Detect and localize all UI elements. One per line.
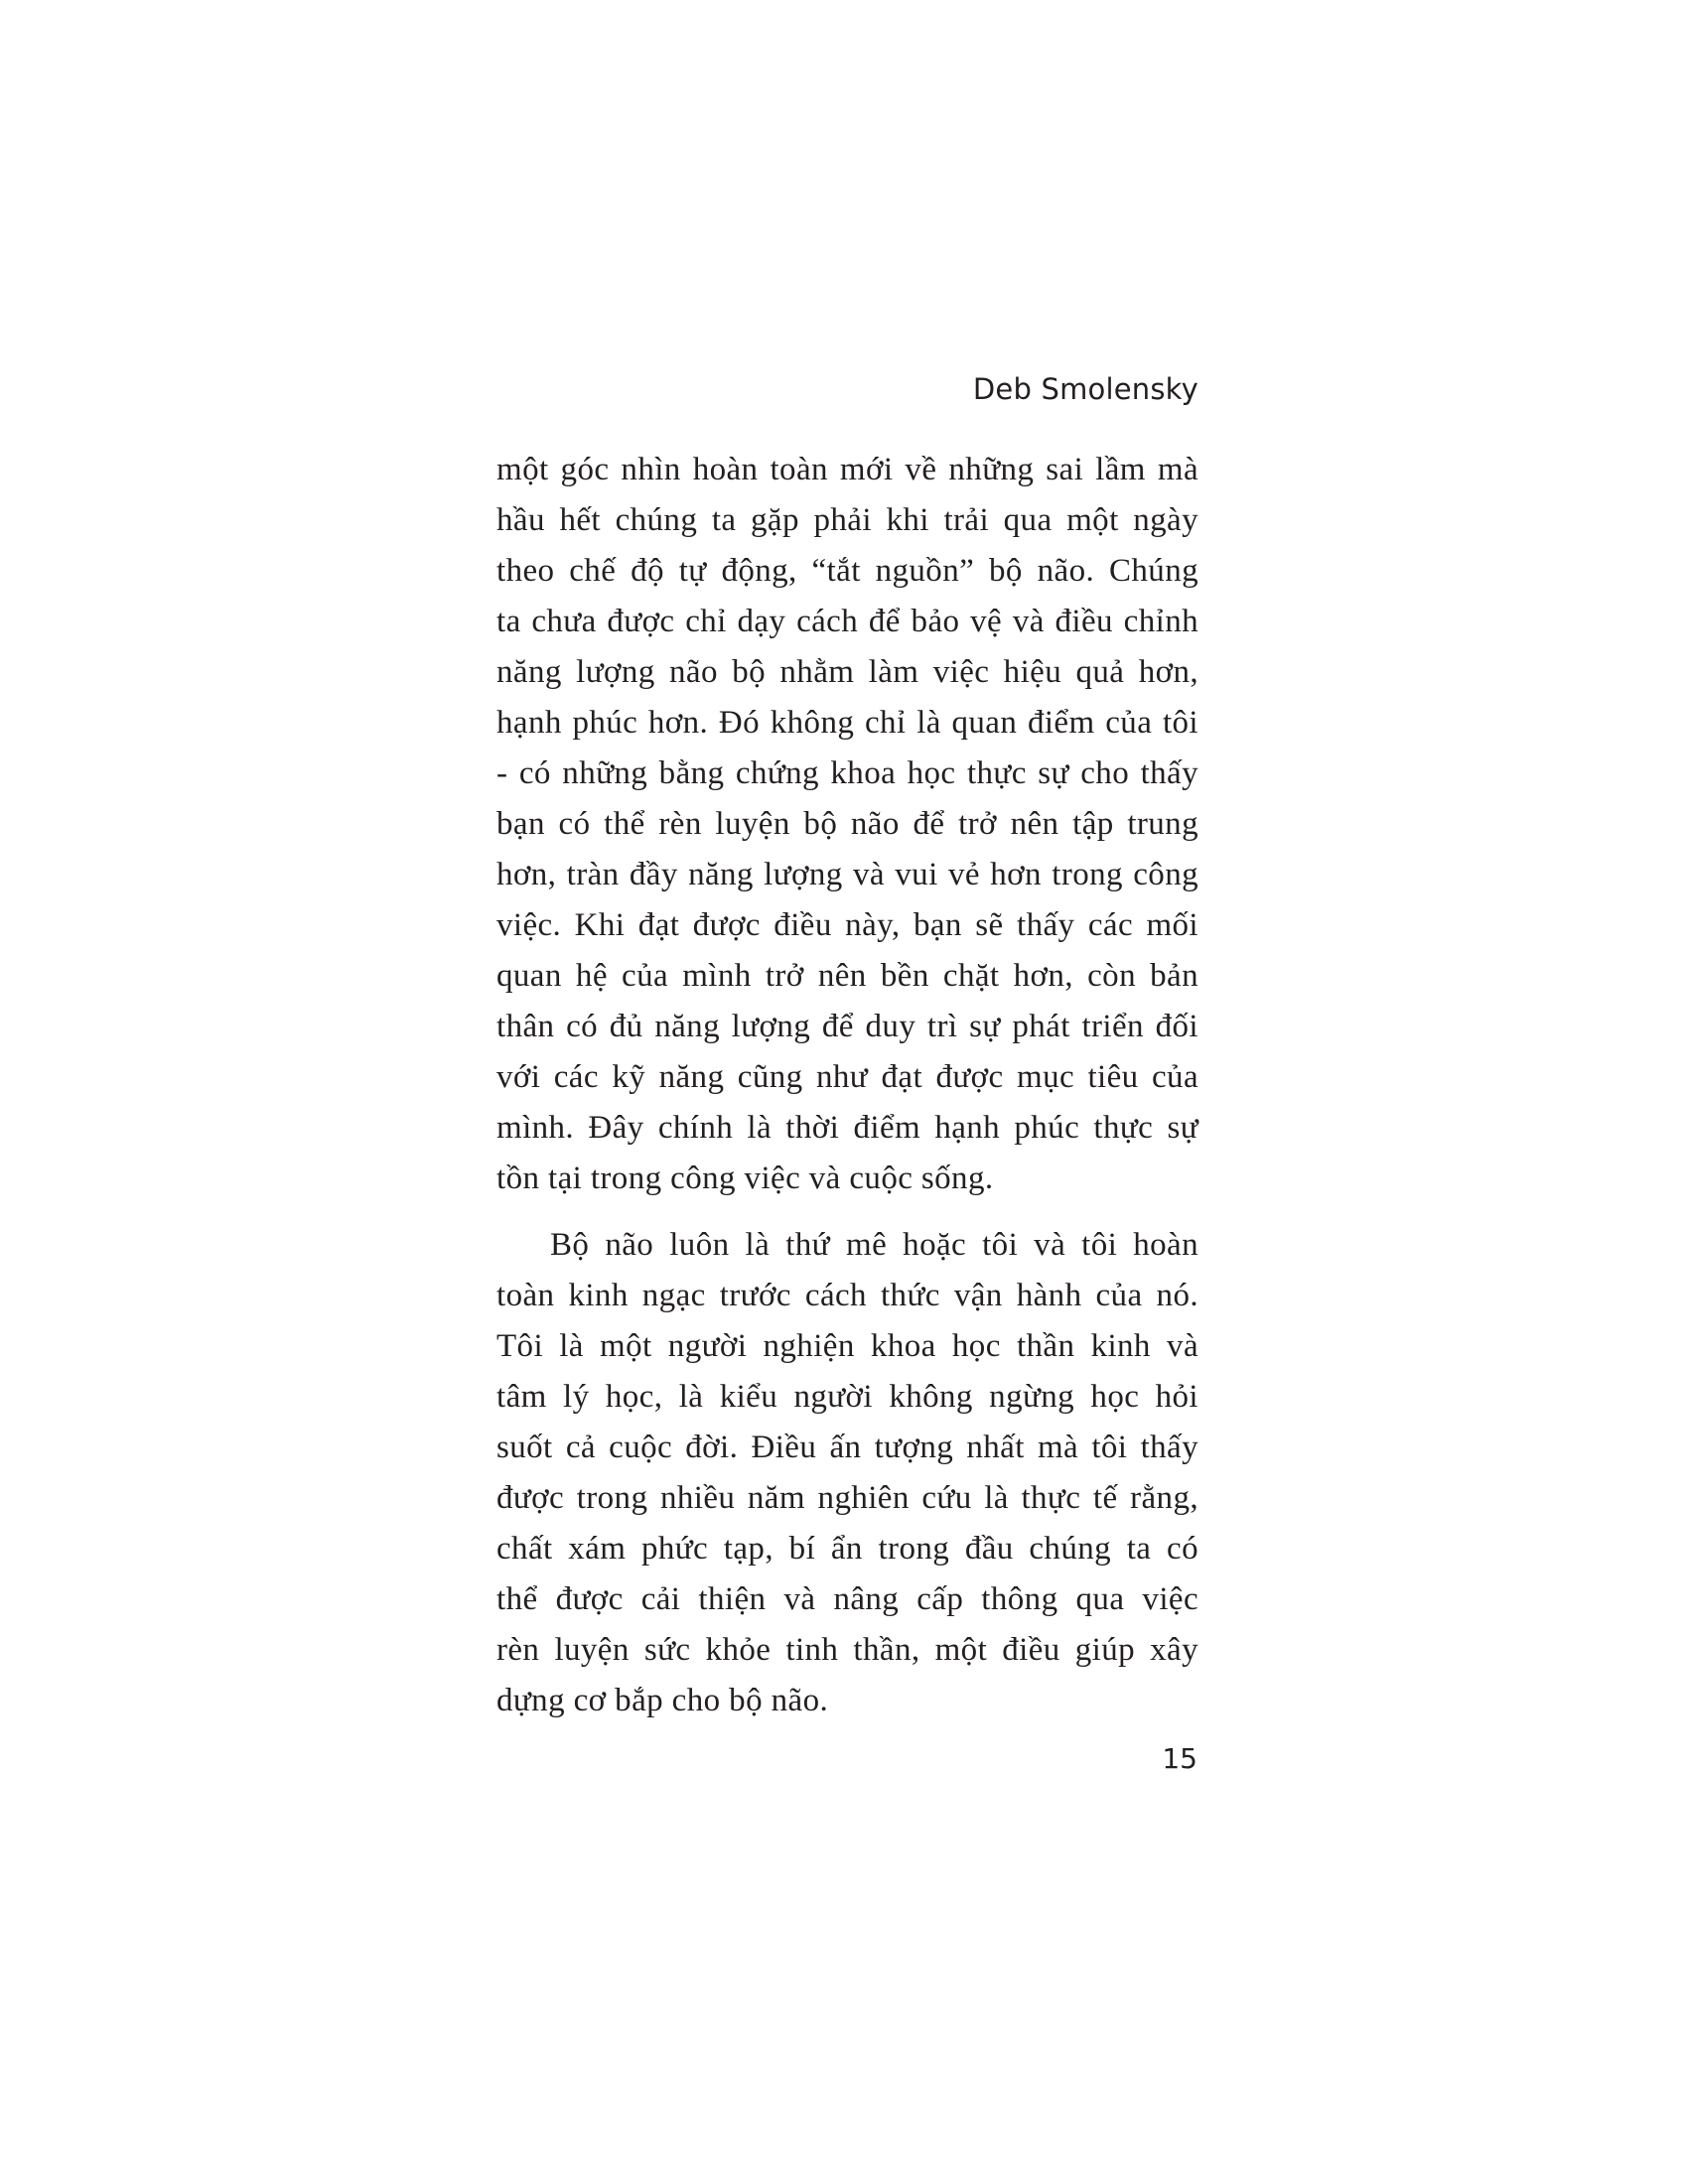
text-line: quan hệ của mình trở nên bền chặt hơn, còn bản <box>496 958 1198 994</box>
running-header-author: Deb Smolensky <box>972 372 1198 406</box>
text-line: mình. Đây chính là thời điểm hạnh phúc thực sự <box>496 1110 1198 1146</box>
paragraph-2 <box>496 1220 1198 1726</box>
text-line: dựng cơ bắp cho bộ não. <box>496 1683 829 1718</box>
text-line: ta chưa được chỉ dạy cách để bảo vệ và điều chỉnh <box>496 604 1198 639</box>
text-line: hơn, tràn đầy năng lượng và vui vẻ hơn trong công <box>496 857 1198 892</box>
paragraph-spacer <box>496 1204 1198 1220</box>
text-line: việc. Khi đạt được điều này, bạn sẽ thấy các mối <box>496 907 1198 943</box>
text-line: với các kỹ năng cũng như đạt được mục tiêu của <box>496 1059 1198 1095</box>
text-line: một góc nhìn hoàn toàn mới về những sai lầm mà <box>496 452 1198 487</box>
text-line: toàn kinh ngạc trước cách thức vận hành của nó. <box>496 1278 1198 1313</box>
text-line: được trong nhiều năm nghiên cứu là thực tế rằng, <box>496 1480 1198 1516</box>
text-line: theo chế độ tự động, “tắt nguồn” bộ não. Chúng <box>496 553 1198 589</box>
text-line: suốt cả cuộc đời. Điều ấn tượng nhất mà tôi thấy <box>496 1430 1198 1465</box>
text-line: hầu hết chúng ta gặp phải khi trải qua một ngày <box>496 502 1198 538</box>
text-line: năng lượng não bộ nhằm làm việc hiệu quả hơn, <box>496 654 1198 690</box>
body-text <box>496 445 1198 1726</box>
text-line: rèn luyện sức khỏe tinh thần, một điều giúp xây <box>496 1632 1198 1668</box>
text-line: chất xám phức tạp, bí ẩn trong đầu chúng ta có <box>496 1531 1198 1567</box>
text-line: tâm lý học, là kiểu người không ngừng học hỏi <box>496 1379 1198 1415</box>
page-number: 15 <box>1162 1742 1197 1775</box>
text-line: Bộ não luôn là thứ mê hoặc tôi và tôi hoàn <box>550 1227 1198 1263</box>
text-line: tồn tại trong công việc và cuộc sống. <box>496 1160 994 1196</box>
text-line: bạn có thể rèn luyện bộ não để trở nên tập trung <box>496 806 1198 842</box>
text-line: - có những bằng chứng khoa học thực sự cho thấy <box>496 755 1198 791</box>
paragraph-1 <box>496 445 1198 1204</box>
text-line: Tôi là một người nghiện khoa học thần kinh và <box>496 1328 1198 1364</box>
text-line: thân có đủ năng lượng để duy trì sự phát triển đối <box>496 1009 1198 1044</box>
text-line: thể được cải thiện và nâng cấp thông qua việc <box>496 1581 1198 1617</box>
text-line: hạnh phúc hơn. Đó không chỉ là quan điểm của tôi <box>496 705 1198 741</box>
